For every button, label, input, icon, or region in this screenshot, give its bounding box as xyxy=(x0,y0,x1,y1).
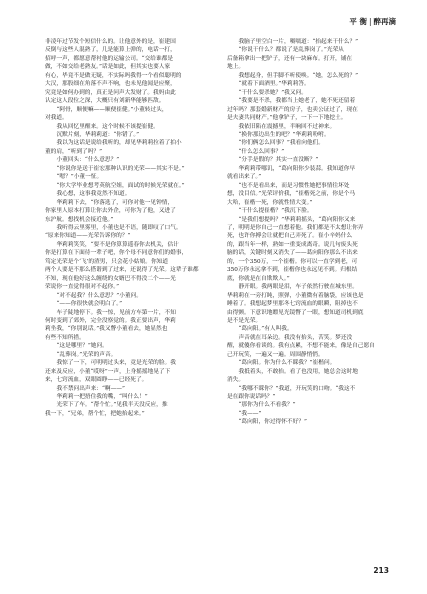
text-line: 我想起身，但手脚不听使唤。“她，怎么死的？” xyxy=(238,72,359,79)
text-line: “你说你是送于崔宏那种认识的光荣——其实不是。” xyxy=(56,165,185,172)
text-line: 两个人要是不那么搭谐到了过来，还说得了光荣。这辈子谁都 xyxy=(45,267,199,274)
text-line: 认定这人段位之深，大概只有刘新华能够匹敌。 xyxy=(45,98,165,105)
text-line: 后备箱拿出一把铲子，还有一块麻布。打开，铺在 xyxy=(227,55,353,62)
text-line: 我抵着头，不敢抬。看了也没用，她总会这时地 xyxy=(238,368,358,375)
text-line: 想，没目信。”光荣评价我，“崔楷死之前，你是个马 xyxy=(227,191,356,198)
text-line: 是在跟你说话吗？” xyxy=(227,394,276,401)
text-line: “干什么要杀她？”我又问。 xyxy=(238,89,307,96)
text-line: 我惊了一下，可明明过头来，竟是光荣的脸。我 xyxy=(56,360,176,367)
text-line: “——你很快就会明白了。” xyxy=(56,301,123,308)
text-line: 我依旧陷在震撼里，半晌回不过神来。 xyxy=(238,123,336,130)
text-line: 你是打算在下面待一辈子吧，你个母不同意你们的婚事， xyxy=(45,250,188,257)
text-line: 地上。 xyxy=(227,64,245,71)
text-line: “换你那边出生的吧？”华莉莉吩咐。 xyxy=(238,131,330,138)
text-line: “葛向阳，你过得怀不好？” xyxy=(238,419,307,426)
left-column xyxy=(45,38,211,418)
text-line: 的，跟当年一样，熟如一重变成离奇。说几句废头死 xyxy=(227,241,358,248)
text-line: 大汉，那股细在角落不声不响，也未见他闻是应聚， xyxy=(45,81,176,88)
text-line: 来，七窍流血，双眼圆睁——已经死了。 xyxy=(45,377,148,384)
text-line: 静开眼。我两眼是泪，车子依然行驶在城东里。 xyxy=(238,284,358,291)
text-line: 己开玩笑，一遍又一遍。周围静悄悄。 xyxy=(227,351,324,358)
text-line: “干什么提崔楷？”我沉下脸。 xyxy=(238,208,313,215)
text-line: “这是哪里？”她问。 xyxy=(56,343,108,350)
text-line: 有心，毕竟不是做无疑，不实际吗我得一个看似聪明的 xyxy=(45,72,182,79)
text-line: 死，也许你搏会让就把自己弄死了。崔小辛妈什么 xyxy=(227,233,353,240)
text-line: “我哪不睬你？”我道，开玩笑的口吻。“我这不 xyxy=(238,385,356,392)
text-line: 何时变到了郊外，完全没察觉的。我正要出声，华莉 xyxy=(45,317,176,324)
text-line: “我——” xyxy=(238,410,262,417)
text-line: 我心想，这事我竟然不知道。 xyxy=(56,191,131,198)
text-line: 究竟是如何办到的，真正是问声大发财了。我妈由此 xyxy=(45,89,176,96)
header-separator: | xyxy=(368,17,372,26)
text-line: 的，一个350万，一个崔楷。你可以一直学到老，可 xyxy=(227,258,358,265)
text-line: “是我们想提吗？”华莉莉摇头，“葛向阳你又来 xyxy=(238,216,356,223)
text-line: “就着下面酒里。”华莉莉答。 xyxy=(238,81,310,88)
text-line: 小董回头：“什么意思？” xyxy=(56,157,120,164)
text-line: 不知，现在他好这么缠绕的女婿巴不得没二个——光 xyxy=(45,275,176,282)
text-line: 非凌年过节发个短信什么的。让他意外的是，崔建国 xyxy=(45,39,176,45)
text-line: 华莉莉带哪讥，“葛向阳你少装蒜。我知道你早 xyxy=(238,165,356,172)
text-line: 是夫妻共同财产。”他拿铲子，一下一下地挖土。 xyxy=(227,115,347,122)
text-line: 声音就在耳朵边。我没有抬头，苦笑。梦还没 xyxy=(238,334,353,341)
text-line: 我以为这话是说给我听的，却见华莉莉拉着了拍小 xyxy=(56,140,182,147)
text-line: 有些不知所措。 xyxy=(45,334,85,341)
text-line: 招呼一声，都愿意帮衬他的运输公司。“交给谁都是 xyxy=(45,55,174,62)
text-line: “我要是不杀，我都当上她老了，她不死还留着 xyxy=(238,98,356,105)
text-line: 笃定光荣是个‘飞’的渣男，只会花小姑娘。你知道 xyxy=(45,258,169,265)
text-line: 就看出来了。” xyxy=(227,174,262,181)
text-line: “阿骨，顺便嘛——顺便崔健。”小董转过头， xyxy=(56,106,168,113)
header-section: 平 衡 xyxy=(349,17,367,26)
text-line: “对不起我？什么意思？”小董问。 xyxy=(56,292,142,299)
text-line: 脑的话，关键时刻又消失了——葛向阳你那么不出来 xyxy=(227,250,358,257)
text-line: 消失。 xyxy=(227,377,245,384)
text-line: “葛向阳。你为什么不睬我？”崔楷问。 xyxy=(238,360,336,367)
text-line: “你们俩怎么回事？”我看向他们。 xyxy=(238,140,324,147)
text-line: 你家里人原本打算让你去外企，可你为了他，又进了 xyxy=(45,208,176,215)
text-line: 我脑子里空白一片，嗫嚅道：“抬起来干什么？” xyxy=(238,39,359,45)
text-line: 还来及反应，小董“哎呀”一声，上身摇摇地晃了下 xyxy=(45,368,171,375)
text-line: “你说干什么？都说了是乱葬岗了。”光荣从 xyxy=(238,47,344,54)
text-line: “原来你知道——光荣告诉你的？” xyxy=(45,233,131,240)
text-line: 做，不如交给老熟友。”话是如此，但其实也要人家 xyxy=(45,64,171,71)
text-line: 莉坐我，“你别说话。”我又瞥小董看去，她显然也 xyxy=(45,326,168,333)
text-line: “那你为什么不看我？” xyxy=(238,402,296,409)
text-line: 董的肩，“听到了吗？” xyxy=(45,148,103,155)
text-line: 底，你就是在自欺欺人。” xyxy=(227,275,290,282)
text-line: 车子陡地停下。我一惊，见前方车第一片，不知 xyxy=(56,309,176,316)
text-line: 华莉莉笑笑，“要不是你算算遥春你去机关，估计 xyxy=(56,241,179,248)
text-line: “乱葬岗。”光荣的声音。 xyxy=(56,351,117,358)
text-line: 沉默片刻，华莉莉道：“你错了。” xyxy=(56,131,140,138)
text-line: “分手是假的？其实一直没断？” xyxy=(238,157,319,164)
text-line: 我一下，“兄弟，帮个忙，把她抬起来。” xyxy=(45,410,145,417)
text-line: 反倒与这些人混熟了，几是能算上弹的，电话一打， xyxy=(45,47,176,54)
text-line: “你大学毕业想考英航空姐，面试的时候光荣就在。” xyxy=(56,182,185,189)
text-line: 荣说你一直觉得很对不起你。” xyxy=(45,284,119,291)
text-line: 睡着了。我想起梦里那冬七窍流血的眼瞬，阻掉也不 xyxy=(227,301,358,308)
text-line: 过年吗？那套婚新财产的房子，也卖公证过了，现在 xyxy=(227,106,358,113)
text-line: 我听得云里雾里，小董也是不语，随即叹了口气。 xyxy=(56,224,182,231)
text-line: 东沪航。想找机会接近他。” xyxy=(45,216,114,223)
text-line: 我从回忆里醒来。这个时候不该提崔健。 xyxy=(56,123,159,130)
text-line: 350万你永远拿不到，崔楷你也永远见不到。归根结 xyxy=(227,267,358,274)
text-line: 是不是光荣。 xyxy=(227,317,262,324)
text-line: 了，明明是你自己一直想着他。我们都是不太想让你弄 xyxy=(227,224,364,231)
text-line: 我不禁问出声来：“啊——” xyxy=(56,385,125,392)
text-line: “什么怎么回事？” xyxy=(238,148,285,155)
text-line: 华莉莉下去，“你落选了，可你对他一见钟情， xyxy=(56,199,174,206)
running-header xyxy=(349,16,396,27)
header-title: 醉再滴 xyxy=(373,17,396,26)
text-line: 对我道。 xyxy=(45,115,68,122)
text-line: “嗯？”小董一怔。 xyxy=(56,174,103,181)
text-line: 光荣下了车。“帮个忙。”见我半天没反应，推 xyxy=(56,402,168,409)
text-line: 华莉莉在一旁打盹，照弹，小董微有着脑袋，应该也是 xyxy=(227,292,364,299)
text-line: 由得颤。下意识地瞟见光镜瞥了一眼，想知道司机到底 xyxy=(227,309,364,316)
text-line: “葛向阳。”有人叫我。 xyxy=(238,326,293,333)
text-line: 大哈，崔楷一死，你就性情大变。” xyxy=(227,199,313,206)
page-number: 213 xyxy=(373,566,389,575)
text-line: 华莉莉一把捂住我的嘴，“叫什么！” xyxy=(56,394,148,401)
text-line: “也不是看出来，而是习惯性她把事情往坏处 xyxy=(238,182,350,189)
right-column xyxy=(227,38,393,427)
text-line: 醒，就傻你看谈的。我有点累，不想不能来，像是自己愿自 xyxy=(227,343,375,350)
